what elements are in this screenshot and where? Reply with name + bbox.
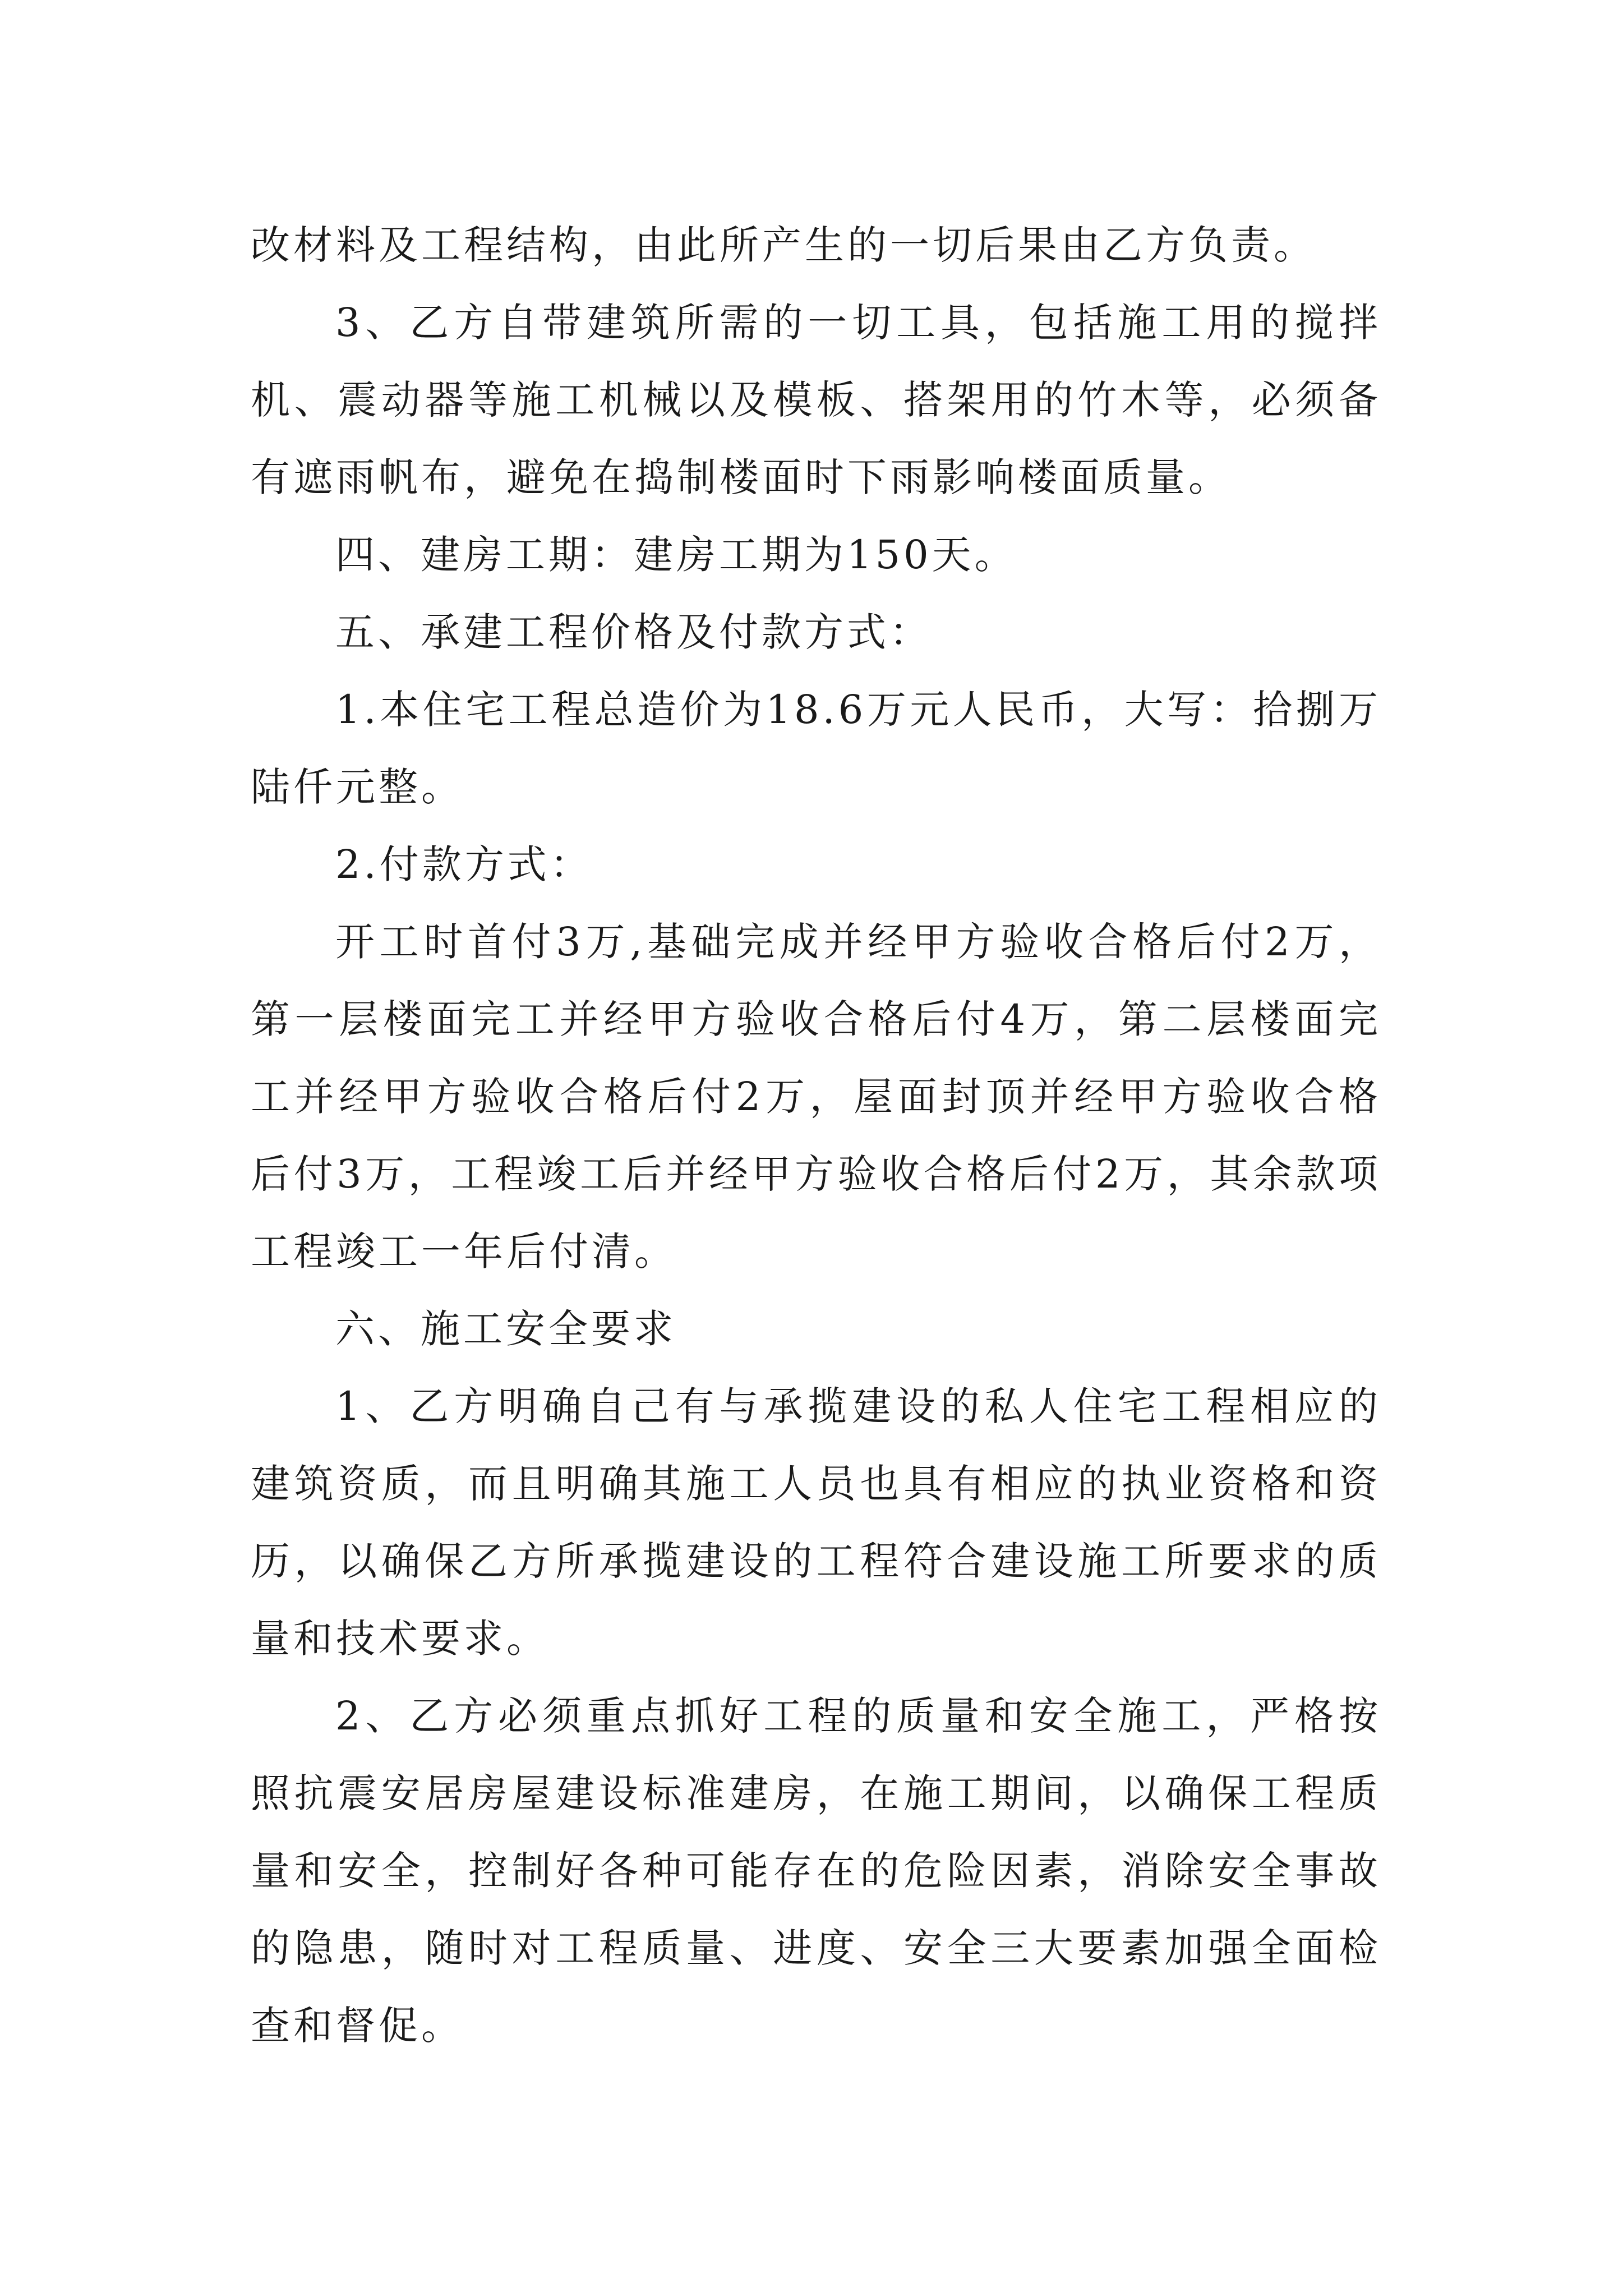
paragraph-continuation: 改材料及工程结构，由此所产生的一切后果由乙方负责。 [251, 222, 1316, 268]
section-4-construction-period: 四、建房工期：建房工期为150天。 [335, 532, 1017, 578]
paragraph-safety-qualification: 1、乙方明确自己有与承揽建设的私人住宅工程相应的建筑资质，而且明确其施工人员也具有相应的执业资格和资历，以确保乙方所承揽建设的工程符合建设施工所要求的质量和技术要求。 [251, 1383, 1381, 1662]
paragraph-total-price: 1.本住宅工程总造价为18.6万元人民币，大写：拾捌万陆仟元整。 [251, 687, 1381, 810]
paragraph-payment-schedule: 开工时首付3万,基础完成并经甲方验收合格后付2万，第一层楼面完工并经甲方验收合格后付4万，第二层楼面完工并经甲方验收合格后付2万，屋面封顶并经甲方验收合格后付3万，工程竣工后并经甲方验收合格后付2万，其余款项工程竣工一年后付清。 [251, 919, 1381, 1274]
section-6-heading: 六、施工安全要求 [335, 1306, 676, 1352]
section-5-heading: 五、承建工程价格及付款方式： [335, 609, 932, 655]
paragraph-payment-method-heading: 2.付款方式： [335, 841, 593, 887]
document-body [251, 206, 1381, 2064]
paragraph-clause-3-tools: 3、乙方自带建筑所需的一切工具，包括施工用的搅拌机、震动器等施工机械以及模板、搭架用的竹木等，必须备有遮雨帆布，避免在捣制楼面时下雨影响楼面质量。 [251, 300, 1381, 500]
paragraph-safety-quality: 2、乙方必须重点抓好工程的质量和安全施工，严格按照抗震安居房屋建设标准建房，在施工期间，以确保工程质量和安全，控制好各种可能存在的危险因素，消除安全事故的隐患，随时对工程质量、进度、安全三大要素加强全面检查和督促。 [251, 1693, 1381, 2049]
